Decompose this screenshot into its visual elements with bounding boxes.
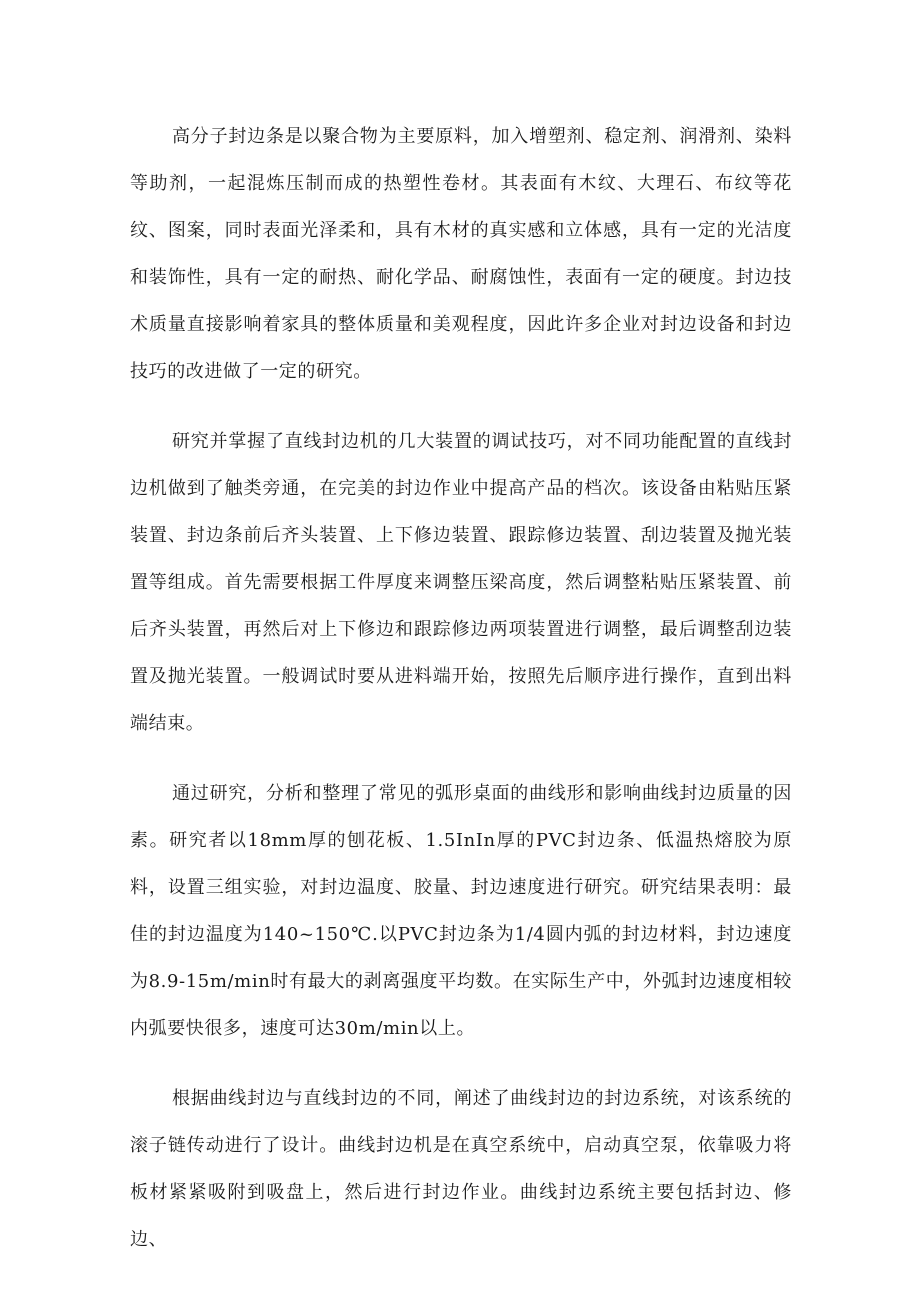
paragraph-curved-edge-system: 根据曲线封边与直线封边的不同，阐述了曲线封边的封边系统，对该系统的滚子链传动进行了设计。曲线封边机是在真空系统中，启动真空泵，依靠吸力将板材紧紧吸附到吸盘上，然后进行封边作业。曲线封边系统主要包括封边、修边、 [130, 1088, 792, 1250]
paragraph-straight-edge-bander: 研究并掌握了直线封边机的几大装置的调试技巧，对不同功能配置的直线封边机做到了触类旁通，在完美的封边作业中提高产品的档次。该设备由粘贴压紧装置、封边条前后齐头装置、上下修边装置、跟踪修边装置、刮边装置及抛光装置等组成。首先需要根据工件厚度来调整压梁高度，然后调整粘贴压紧装置、前后齐头装置，再然后对上下修边和跟踪修边两项装置进行调整，最后调整刮边装置及抛光装置。一般调试时要从进料端开始，按照先后顺序进行操作，直到出料端结束。 [130, 431, 792, 734]
paragraph-curved-edge-research: 通过研究，分析和整理了常见的弧形桌面的曲线形和影响曲线封边质量的因素。研究者以18mm厚的刨花板、1.5InIn厚的PVC封边条、低温热熔胶为原料，设置三组实验，对封边温度、胶量、封边速度进行研究。研究结果表明：最佳的封边温度为140~150℃.以PVC封边条为1/4圆内弧的封边材料，封边速度为8.9-15m/min时有最大的剥离强度平均数。在实际生产中，外弧封边速度相较内弧要快很多，速度可达30m/min以上。 [130, 783, 792, 1039]
paragraph-edge-banding-material: 高分子封边条是以聚合物为主要原料，加入增塑剂、稳定剂、润滑剂、染料等助剂，一起混炼压制而成的热塑性卷材。其表面有木纹、大理石、布纹等花纹、图案，同时表面光泽柔和，具有木材的真实感和立体感，具有一定的光洁度和装饰性，具有一定的耐热、耐化学品、耐腐蚀性，表面有一定的硬度。封边技术质量直接影响着家具的整体质量和美观程度，因此许多企业对封边设备和封边技巧的改进做了一定的研究。 [130, 126, 792, 382]
document-body [130, 113, 792, 1286]
